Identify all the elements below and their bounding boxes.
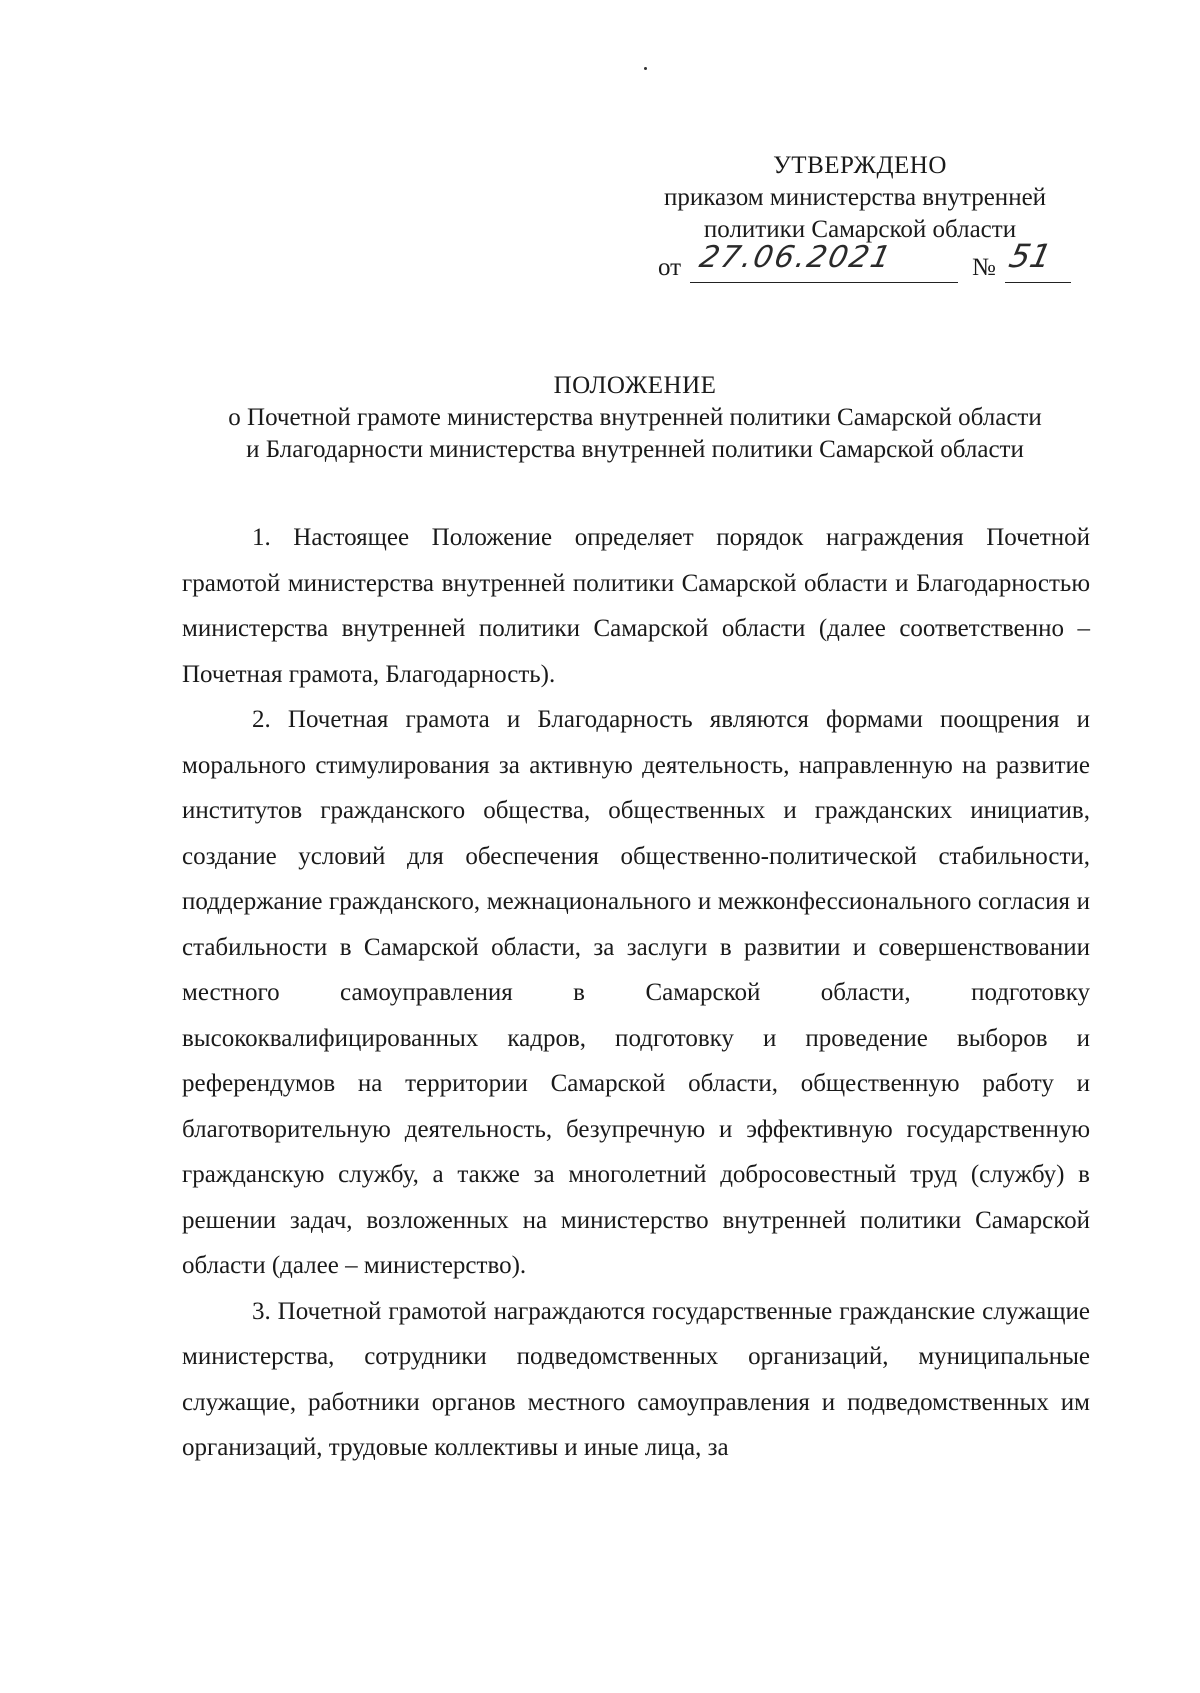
document-title-block [120, 370, 1150, 466]
approval-title: УТВЕРЖДЕНО [773, 152, 947, 179]
approval-line-2: политики Самарской области [703, 216, 1017, 243]
paragraph-3: 3. Почетной грамотой награждаются государственные гражданские служащие министерства, сотрудники подведомственных организаций, муниципальные служащие, работники органов местного самоуправления и подведомственных им организаций, трудовые коллективы и иные лица, за [182, 1297, 1090, 1461]
date-underline [690, 282, 958, 283]
approval-block [600, 150, 1080, 288]
scan-speck [644, 67, 647, 70]
document-body [182, 515, 1090, 1471]
document-subtitle-line-2: и Благодарности министерства внутренней политики Самарской области [246, 436, 1024, 463]
handwritten-number: 51 [1005, 237, 1055, 275]
paragraph-2: 2. Почетная грамота и Благодарность являются формами поощрения и морального стимулирования за активную деятельность, направленную на развитие институтов гражданского общества, общественных и гражданских инициатив, создание условий для обеспечения общественно-политической стабильности, поддержание гражданского, межнационального и межконфессионального согласия и стабильности в Самарской области, за заслуги в развитии и совершенствовании местного самоуправления в Самарской области, подготовку высококвалифицированных кадров, подготовку и проведение выборов и референдумов на территории Самарской области, общественную работу и благотворительную деятельность, безупречную и эффективную государственную гражданскую службу, а также за многолетний добросовестный труд (службу) в решении задач, возложенных на министерство внутренней политики Самарской области (далее – министерство). [182, 706, 1090, 1279]
date-prefix: от [658, 254, 682, 281]
document-heading: ПОЛОЖЕНИЕ [553, 372, 717, 399]
handwritten-date: 27.06.2021 [696, 240, 896, 275]
approval-date-number-row [600, 237, 1080, 288]
paragraph-1: 1. Настоящее Положение определяет порядок награждения Почетной грамотой министерства внутренней политики Самарской области и Благодарностью министерства внутренней политики Самарской области (далее соответственно – Почетная грамота, Благодарность). [182, 524, 1090, 688]
document-subtitle-line-1: о Почетной грамоте министерства внутренней политики Самарской области [228, 404, 1042, 431]
number-underline [1005, 282, 1071, 283]
number-label: № [972, 254, 996, 281]
approval-line-1: приказом министерства внутренней [663, 184, 1047, 211]
